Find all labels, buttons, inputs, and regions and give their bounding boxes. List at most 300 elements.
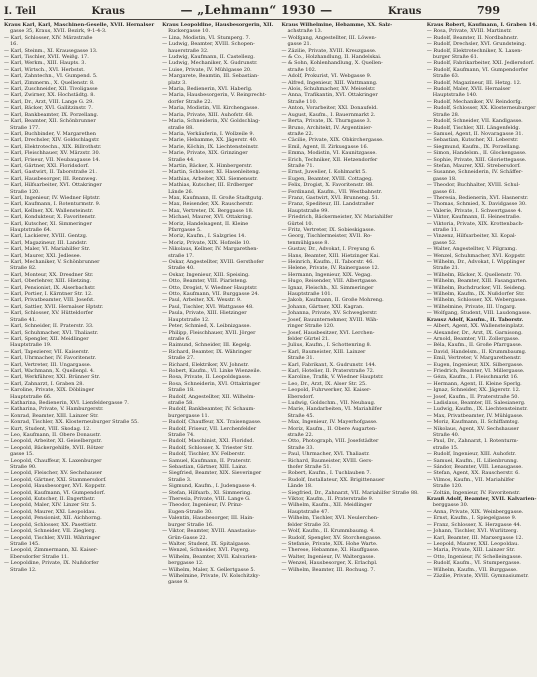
directory-entry: — Emma, Modistin, VI. Kaunitzgasse. (281, 150, 377, 157)
directory-entry: hauerstraße 32. (168, 47, 209, 54)
directory-entry: — Maria, Bedienerin, XVI. Haberlg. (162, 86, 253, 93)
directory-entry: — Samuel, Kaufmann, II. Praterstr. (162, 457, 252, 464)
directory-entry: — Siegmund, Kaufm., IX. Porzellang. (426, 143, 521, 150)
directory-entry: — Rudolf, Beamter, II. Nordbahnstr. (426, 34, 519, 41)
directory-entry: — Josef, Kaufm., II. Praterstraße 50. (426, 393, 520, 400)
directory-entry: — Rudolf, Kaufm., VI. Stumpergasse. (426, 560, 521, 567)
directory-entry: — Karl, Maler, VI. Mariahilfer Str. (4, 246, 91, 253)
directory-entry: — Wilhelm, Schlosser, XX. Webergasse. (426, 297, 527, 304)
directory-entry: — Max, Ingenieur, IV. Mayerhofgasse. (281, 419, 378, 426)
directory-entry: — Ludwig, Kaufmann, II. Castellezg. (162, 54, 255, 61)
directory-entry: — Paul, Uhrmacher, XVI. Thaliastr. (281, 451, 370, 458)
directory-entry: — Konrad, Tischler, XX. Klosterneuburger Straße 55. (4, 419, 139, 426)
directory-entry: Grün-Gasse 22. (168, 534, 208, 541)
directory-entry: — Ferdinand, Kaufm., VII. Westbahnstr. (281, 188, 383, 195)
directory-entry: — Leopold, Pensionist, XII. Aichhorng. (4, 515, 102, 522)
directory-entry: — Richard, Elektriker, XV. Johnstr. (162, 361, 249, 368)
directory-entry: — Karl, Bäcker, XVI. Gallitzinstr. 7. (4, 105, 93, 112)
directory-entry: Straße 3. (168, 476, 192, 483)
directory-entry: — Julius, Kaufm., I. Schottenring 8. (281, 342, 372, 349)
directory-entry: — Rudolf, Maler, XVII. Hernalser (426, 86, 511, 93)
directory-entry: — Emil, Agent, II. Zirkusgasse 16. (281, 143, 369, 150)
directory-entry: — Rudolf, Ingenieur, XIII. Auhofstr. (426, 451, 516, 458)
directory-entry: — August, Kaufm., I. Bauernmarkt 2. (281, 111, 376, 118)
directory-entry: — Ludwig, Mechaniker, X. Gudrunstr. (162, 60, 258, 67)
directory-entry: Hauptstraße 66. (10, 393, 52, 400)
directory-entry: Kraus Leopoldine, Hausbesorgerin, XII. (162, 22, 274, 28)
directory-entry: — Philipp, Fleischhauer, XVII. Jörger (162, 329, 256, 336)
directory-entry: — Franz, Schlosser, X. Herzgasse 44. (426, 521, 522, 528)
directory-entry: — Heinrich, Kaufm., II. Taborstr. 46. (281, 259, 374, 266)
directory-entry: — Wenzel, Hausbesorger, X. Erlachpl. (281, 560, 378, 567)
directory-entry: — Rudolf, Schlosser, X. Triester Str. (162, 444, 253, 451)
directory-entry: — Leopold, Chauffeur, X. Laxenburger (4, 457, 102, 464)
directory-entry: straße 11. (432, 227, 459, 233)
directory-entry: — Karl, Ingenieur, IV. Wiedner Hptstr. (4, 194, 101, 201)
page-number: 799 (477, 4, 500, 17)
directory-entry: — Maria, Schneiderin, XV. Goldschlag- (162, 118, 261, 125)
directory-entry: — Fritz, Vertreter, IX. Sobieskigasse. (281, 227, 376, 233)
directory-entry: — Otto, Kaufmann, VII. Burggasse 24. (162, 291, 260, 298)
directory-entry: burger Straße 61. (432, 54, 479, 61)
directory-entry: felder Straße 33. (287, 521, 331, 528)
directory-entry: — Karl, Beamter, XII. Schönbrunner (4, 118, 96, 125)
directory-entry: — Josef, Bauunternehmer, XVIII. Wäh- (281, 316, 379, 323)
directory-entry: — Karl, Kellner, XX. Wallensteinstr. (4, 207, 94, 214)
directory-entry: — Karl, Tischler, XVII. Weißg. 17. (4, 54, 89, 61)
directory-entry: — Leo, Dr., Arzt, IX. Alser Str. 25. (281, 380, 367, 387)
directory-entry: — Richard, Baumeister, XVIII. Gers- (281, 457, 373, 464)
directory-entry: — Bruno, Architekt, IV. Argentinier- (281, 124, 373, 131)
directory-entry: — Johann, Gärtner, XXI. Kagran. (281, 303, 364, 310)
directory-entry: Straße 120. (432, 483, 463, 490)
directory-entry: — Jakob, Kaufmann, II. Große Mohreng. (281, 297, 384, 304)
directory-entry: — Robert, Kaufm., I. Tuchlauben 7. (281, 470, 372, 477)
directory-entry: — Vinzenz, Hilfsarbeiter, XI. Kopal- (426, 233, 517, 240)
directory-entry: — Stefan, Maurer, XXI. Strebersdorf. (426, 162, 521, 169)
column-4 (427, 22, 537, 675)
directory-entry: — Maria, Private, XIII. Lainzer Str. (426, 547, 516, 554)
directory-entry: — Viktor, Kaufmann, II. Heinestraße. (426, 214, 521, 221)
directory-entry: Krausz Adolf, Kaufm., II. Taborstr. (426, 316, 524, 323)
directory-entry: — Wilhelm, Beamter, III. Rochusg. 7. (281, 566, 376, 573)
directory-entry: — Rudolf, Schlosser, XX. Klosterneuburger (426, 105, 536, 112)
directory-entry: — Ludwig, Beamter, XVIII. Schopen- (162, 41, 255, 48)
directory-entry: — Wolfgang, Angestellter, III. Löwen- (281, 34, 377, 41)
directory-entry: — Rudolf, Friseur, VII. Lerchenfelder (162, 425, 257, 432)
directory-entry: Ebersdorfer Straße 11. (10, 553, 69, 560)
directory-entry: — Karl, Werkführer, XXI. Brünner Str. (4, 374, 101, 381)
directory-entry: — Rudolf, Angestellter, XII. Wilhelm- (162, 393, 256, 400)
directory-entry: — Alois, Schuhmacher, XV. Meiselstr. (281, 86, 376, 93)
directory-entry: — Otto, Beamter, VIII. Piaristeng. (162, 278, 248, 285)
directory-entry: — Johanna, Private, XV. Schweglerstr. (281, 310, 378, 317)
directory-entry: — Karoline, Trafik, V. Wiedner Hauptstr. (281, 374, 384, 381)
directory-entry: — Josef, Hausbesitzer, XVI. Lerchen- (281, 329, 375, 336)
directory-entry: — Stefanie, Private, XIX. Hohe Warte. (281, 540, 378, 547)
directory-entry: — Katharina, Bedienerin, XVI. Lienfeldergasse 7. (4, 399, 129, 406)
directory-entry: — Theresia, Private, VIII. Lange G. (162, 496, 251, 503)
directory-entry: — Hermann, Ingenieur, XIX. Vegag. (281, 271, 372, 278)
directory-entry: — Katharina, Private, V. Hamburgerstr. (4, 406, 104, 413)
directory-entry: — Karl, Fleischhauer, XV. Märzstr. 30. (4, 150, 101, 157)
directory-entry: — Sándor, Beamter, VIII. Lenaugasse. (426, 464, 523, 471)
directory-entry: Gürtel 10. (287, 220, 314, 227)
directory-entry: — Wilhelm, Kaufm., XII. Meidlinger (281, 502, 372, 509)
directory-entry: — Mathias, Kutscher, III. Erdberger (162, 182, 254, 189)
directory-entry: — Max, Kaufmann, II. Große Stadtgutg. (162, 194, 264, 201)
directory-entry: straße 102. (287, 66, 317, 73)
directory-entry: — Albert, Agent, XX. Wallensteinplatz. (426, 323, 525, 330)
directory-entry: — Konrad, Beamter, XIII. Lainzer Str. (4, 412, 99, 419)
directory-entry: — Helene, Private, IV. Rainergasse 12. (281, 265, 380, 272)
directory-entry: — Rosa, Private, II. Leopoldsgasse. (162, 374, 252, 381)
directory-entry: Lände 26. (168, 188, 194, 195)
directory-entry: — Sigmund, Kaufm., I. Judengasse 4. (162, 483, 257, 490)
directory-entry: — Viktor, Kaufm., II. Praterstraße 9. (281, 496, 374, 503)
directory-entry: — Rudolf, Bankbeamter, IV. Schaum- (162, 406, 256, 413)
directory-entry: Straße 74. (168, 432, 195, 438)
directory-entry: — Erich, Techniker, XII. Hetzendorfer (281, 156, 378, 163)
directory-entry: — Michael, Maurer, XVI. Ottakring. (162, 214, 253, 221)
directory-entry: — Karl, Sattler, XVII. Hernalser Hptstr. (4, 303, 104, 310)
directory-entry: ringer Straße 120. (287, 323, 335, 330)
directory-entry: — & Sohn, Kohlenhandlung, X. Quellen- (281, 60, 383, 67)
directory-entry: — Maria, Modistin, VII. Kirchengasse. (162, 105, 259, 112)
directory-entry: — Johann, Tischler, XVI. Wurlitzerg. (426, 528, 519, 535)
directory-entry: — Karl, Zahnarzt, I. Graben 28. (4, 380, 85, 387)
directory-entry: — Susanne, Schneiderin, IV. Schäffer- (426, 169, 523, 176)
directory-entry: Hauptstraße 19. (10, 342, 52, 349)
directory-entry: — Luise, Private, IV. Mühlgasse 20. (162, 66, 252, 73)
directory-entry: — Géza, Kaufm., I. Fleischmarkt 16. (426, 374, 519, 381)
directory-entry: — Karl, Bankbeamter, IX. Porzellang. (4, 111, 99, 118)
directory-entry: — Oskar, Ingenieur, XIII. Speising. (162, 271, 250, 278)
directory-entry: gasse 52. (432, 239, 457, 246)
directory-entry: — Wolf, Kaufm., II. Krummbaumg. 4. (281, 528, 375, 535)
directory-entry: — Rosa, Private, XVIII. Martinstr. (426, 28, 512, 35)
directory-entry: Straße 44. (168, 156, 195, 163)
directory-entry: straße 6. (168, 335, 191, 342)
directory-entry: — Leopold, Bäckergehilfe, XVII. Rötzer (4, 444, 104, 451)
directory-entry: straße 17. (168, 252, 194, 259)
section-label: I. Teil (4, 6, 36, 17)
directory-entry: — Alexander, Dr., Arzt, IX. Garnisong. (426, 329, 523, 336)
directory-entry: — Cäcilie, Private, XIX. Obkirchergasse. (281, 137, 384, 144)
directory-entry: Hauptstraße 140. (432, 92, 478, 99)
directory-entry: — Valerie, Private, I. Schwertgasse 4. (426, 207, 523, 214)
directory-entry: — Marie, Köchin, IX. Liechtensteinstr. (162, 143, 259, 150)
directory-entry: Hauptstraße 101. (287, 291, 333, 298)
directory-entry: — Karl, Schuhmacher, XVI. Thaliastr. (4, 329, 99, 336)
directory-entry: — Friedrich, Bäckermeister, XV. Mariahilfer (281, 214, 393, 221)
directory-entry: — Martin, Schlosser, XI. Hasenleiteng. (162, 169, 261, 176)
directory-entry: — Karl, Werkm., XIII. Haupts. 3. (4, 60, 87, 67)
directory-entry: Hauptstraße 12. (168, 316, 210, 323)
directory-entry: — Wilhelm, Kaufm., IX. Nußdorfer Str. (426, 291, 525, 298)
directory-entry: Straße 40. (168, 265, 195, 272)
directory-entry: — Moriz, Kaufmann, II. Schiffamtsg. (426, 419, 520, 426)
directory-entry: gasse 9. (168, 579, 189, 586)
directory-entry: Straße 31. (287, 355, 315, 362)
directory-entry: — Karl, Lackierer, XVIII. Gentzg. (4, 233, 88, 240)
directory-entry: gasse 21. (287, 41, 312, 48)
directory-entry: Straße 40. (432, 432, 460, 438)
directory-entry: — Karl, Monteur, XX. Dresdner Str. (4, 271, 94, 278)
directory-entry: Straße 120. (10, 188, 40, 195)
directory-entry: — Lina, Modistin, VI. Stumperg. 7. (162, 34, 251, 41)
directory-entry: — Otto, Photograph, VIII. Josefstädter (281, 438, 379, 445)
directory-entry: — Adolf, Prokurist, VI. Webgasse 9. (281, 73, 372, 80)
directory-entry: Hauptstraße 64. (10, 227, 52, 233)
directory-entry: — Zäzilie, Private, XVIII. Kreuzgasse. (281, 47, 377, 54)
directory-entry: — Eugen, Beamter, XVIII. Cottageg. (281, 175, 373, 182)
directory-entry: straße 88. (168, 124, 194, 131)
directory-entry: — Karl, Portier, I. Kärntner Str. 12. (4, 291, 93, 298)
directory-entry: — Paul, Tischler, XVI. Wattgasse 48. (162, 303, 254, 310)
directory-entry: — Wenzel, Schneider, XVI. Payerg. (162, 547, 250, 554)
directory-entry: — Moriz, Kaufm., I. Salzgries 14. (162, 233, 246, 240)
directory-entry: — Karl, Dr., Arzt, VIII. Lange G. 29. (4, 98, 94, 105)
directory-entry: — Leopold, Maurer, XXI. Leopoldau. (426, 540, 519, 547)
directory-entry: — Wenzel, Schuhmacher, XVI. Koppstr. (426, 252, 526, 259)
directory-entry: — Hugo, Reisender, VIII. Albertgasse. (281, 278, 378, 285)
directory-entry: — Nikolaus, Agent, XV. Sechshauser (426, 425, 519, 432)
directory-entry: — Emil, Vertreter, V. Margarethenstr. (426, 355, 522, 362)
directory-entry: — Marie, Hebamme, XX. Jägerstr. 40. (162, 137, 258, 144)
directory-entry: — Max, Privatbeamter, IV. Mühlgasse. (426, 412, 524, 419)
directory-entry: — Wilhelm, Tischler, XVI. Neulerchen- (281, 515, 379, 522)
directory-entry: Kraus Robert, Kaufmann, I. Graben 14. (426, 22, 537, 28)
directory-entry: — Ignaz, Schneider, XX. Jägerstr. 12. (426, 387, 521, 394)
directory-entry: — Karl, Kutscher, XI. Simmeringer (4, 220, 92, 227)
directory-entry: — Karl, Zwirner, XX. Hochstädtg. 8. (4, 92, 96, 99)
directory-entry: — Mathias, Arbeiter, XXI. Siemensstr. (162, 175, 258, 182)
directory-entry: — Franz, Gastwirt, XVI. Brunneng. 51. (281, 194, 380, 201)
directory-entry: — Kurt, Student, VIII. Skodag. 12. (4, 425, 91, 432)
directory-entry: Straße 110. (287, 98, 318, 105)
directory-entry: — Karl, Gastwirt, II. Taborstraße 21. (4, 169, 97, 176)
directory-entry: — Karl, Maurer, XXI. Jedlesee. (4, 252, 82, 259)
directory-entry: Straße 177. (10, 124, 40, 131)
directory-entry: thofer Straße 51. (287, 464, 332, 471)
directory-entry: — Rudolf, Drechsler, XVI. Grundsteing. (426, 41, 527, 48)
directory-entry: — Rudolf, Maschinist, XXI. Floridsd. (162, 438, 255, 445)
directory-entry: — Paula, Private, XIII. Hietzinger (162, 310, 247, 317)
directory-entry: — Paul, Arbeiter, XX. Wexstr. 9. (162, 297, 242, 304)
directory-entry: — Raimund, Schneider, III. Kegelg. (162, 342, 252, 349)
directory-entry: — Ignaz, Fleischh., XI. Simmeringer (281, 284, 374, 291)
directory-entry: — Wilhelmine, Private, IV. Kolschitzky- (162, 572, 261, 579)
directory-entry: — Moriz, Kaufm., II. Obere Augarten- (281, 425, 377, 432)
directory-entry: Straße 41. (10, 316, 37, 323)
directory-entry: — Martin, Bäcker, X. Himbergerstr. (162, 162, 253, 169)
directory-entry: — Viktoria, Private, XIX. Krottenbach- (426, 220, 524, 227)
directory-entry: — Walter, Ingenieur, IV. Waltergasse. (281, 553, 376, 560)
directory-entry: Hauptstraße 99. (287, 207, 330, 214)
directory-entry: — Sophie, Private, XIII. Gloriettegasse. (426, 156, 527, 163)
directory-entry: — Paul, Dr., Zahnarzt, I. Rotenturm- (426, 438, 519, 445)
directory-entry: — Anna, Private, XIX. Weinberggasse. (426, 508, 524, 515)
directory-entry: — & Co., Holzhandlung, II. Handelskai. (281, 54, 382, 61)
directory-entry: — Georg, Tischlermeister, XVII. Ro- (281, 233, 372, 240)
directory-entry: — Simon, Handelsm., II. Glockengasse. (426, 150, 527, 157)
directory-entry: gasse 15. (10, 451, 34, 458)
directory-entry: Straße 21. (432, 265, 460, 272)
directory-entry: Lände 18. (287, 483, 313, 490)
directory-entry: — Leopold, Maler, XIV. Linzer Str. 5. (4, 502, 97, 509)
directory-entry: — Thomas, Schmied, X. Davidgasse 30. (426, 201, 527, 208)
directory-entry: — Wilhelmine, Private, III. Ungarg. (426, 303, 517, 310)
directory-entry: — Karl, Beamter, III. Marxergasse 12. (426, 534, 524, 541)
directory-entry: — Karl, Schlosser, XIV. Märzstraße (4, 34, 93, 41)
directory-entry: dorfer Straße 22. (168, 98, 213, 105)
directory-entry: — Otto, Drogist, V. Wiedner Hauptstr. (162, 284, 258, 291)
directory-entry: — Karl, Spengler, XII. Meidlinger (4, 335, 89, 342)
directory-entry: — Karl, Buchbinder, V. Margarethen (4, 130, 96, 137)
directory-entry: — Gustav, Dr., Advokat, I. Freyung 6. (281, 246, 376, 253)
directory-entry: — Theodor, Ingenieur, IV. Prinz- (162, 502, 243, 509)
directory-entry: — Karl, Drechsler, XIV. Goldschlagstr. (4, 137, 100, 144)
directory-entry: — Moriz, Private, XIX. Hofzeile 10. (162, 239, 251, 246)
directory-entry: — Samuel, Kaufm., II. Lilienbrunng. (426, 457, 519, 464)
directory-entry: — Ludwig, Kaufm., IX. Liechtensteinstr. (426, 406, 528, 413)
directory-entry: — Karl, Fabrikant, X. Gudrunstr. 144. (281, 361, 377, 368)
directory-entry: — Karl, Gärtner, XXI. Floridsdorf. (4, 162, 90, 169)
directory-entry: — Marie, Handarbeiten, VI. Mariahilfer (281, 406, 382, 413)
directory-entry: — Karl, Zimmerm., X. Quellenstr. 8. (4, 79, 95, 86)
directory-entry: — Rudolf, Installateur, XX. Brigittenauer (281, 476, 385, 483)
directory-entry: Eugen-Straße 30. (168, 508, 213, 515)
directory-entry: Straße 12. (10, 566, 37, 573)
directory-entry: — Oskar, Angestellter, XVIII. Gersthofer (162, 259, 264, 266)
directory-entry: — Rudolf, Magazineur, III. Hetzg. 12. (426, 79, 522, 86)
directory-entry: straße 15. (432, 444, 459, 451)
directory-entry: — Otto, Ingenieur, IV. Schelleingasse. (426, 553, 523, 560)
directory-entry: — Karl, Hausbesorger, III. Rennweg. (4, 175, 98, 182)
directory-entry: tenmühlgasse 8. (287, 239, 330, 246)
directory-entry: — Eugen, Ingenieur, XIX. Silbergasse. (426, 361, 524, 368)
directory-entry: — Karl, Oberlehrer, XIII. Hietzing. (4, 278, 92, 285)
directory-entry: Krauß Adolf, Beamter, XVII. Kalvarien- (426, 496, 537, 503)
running-header (4, 3, 500, 20)
directory-entry: — Richard, Beamter, IX. Währinger (162, 348, 252, 355)
directory-entry: Ruckergasse 10. (168, 28, 211, 35)
directory-entry: — Valentin, Hausbesorger, III. Hain- (162, 515, 254, 522)
directory-entry: — Leopold, Arbeiter, XI. Geiselbergstr. (4, 438, 102, 445)
directory-entry: — Alfred, Ingenieur, XIII. Wattmanng. (281, 79, 378, 86)
directory-entry: Straße 18. (168, 387, 195, 394)
directory-entry: straße 22. (287, 130, 314, 137)
directory-entry: — Ladislaus, Beamter, III. Salesianerg. (426, 399, 526, 406)
directory-entry: — Felix, Drogist, X. Favoritenstr. 88. (281, 182, 374, 189)
directory-entry: — Rudolf, Mechaniker, XV. Reindorfg. (426, 98, 523, 105)
directory-entry: — Maria, Hausbesorgerin, V. Reinprecht- (162, 92, 267, 99)
directory-entry: — Karl, Pensionist, IX. Alserbachstr. (4, 284, 96, 291)
directory-entry: Straße 45. (287, 412, 315, 419)
directory-entry: achstraße 13. (287, 28, 323, 35)
directory-entry: — Leopold, Tischler, XVIII. Währinger (4, 534, 101, 541)
directory-entry: — Hans, Beamter, XIII. Hietzinger Kai. (281, 252, 380, 259)
directory-entry: berggasse 12. (168, 560, 204, 567)
directory-entry: gasse 18. (432, 175, 457, 182)
directory-entry: — Karl, Zahntechn., VI. Gumpend. 5. (4, 73, 98, 80)
directory-entry: — Ernst, Juwelier, I. Kohlmarkt 5. (281, 169, 367, 176)
directory-entry: — Rudolf, Tischler, XV. Felberstr. (162, 451, 246, 458)
directory-entry: — Franz, Spediteur, III. Landstraßer (281, 201, 374, 208)
directory-entry: Kraus Wilhelmine, Hebamme, XX. Salz- (281, 22, 393, 28)
directory-entry: Ebersdorf. (287, 393, 315, 400)
directory-entry: — Wilhelm, Beamter, XVII. Kalvarien- (162, 553, 258, 560)
directory-entry: — Siegfried, Beamter, XIX. Sieveringer (162, 470, 262, 477)
directory-entry: — Peter, Schmied, X. Leibnizgasse. (162, 323, 252, 330)
directory-entry: — Ernst, Kaufm., I. Spiegelgasse 9. (426, 515, 517, 522)
directory-entry: — Leopold, Maurer, XXI. Leopoldau. (4, 508, 97, 515)
directory-entry: — Karl, Hotelier, II. Praterstraße 72. (281, 367, 375, 374)
directory-entry: — Karl, Schneider, II. Praterstr. 33. (4, 323, 94, 330)
directory-entry: — Karoline, Private, XIX. Döblinger (4, 387, 95, 394)
directory-entry: Straße 63. (432, 73, 460, 80)
directory-entry: — Leopold, Zimmermann, XI. Kaiser- (4, 547, 98, 554)
directory-entry: — Karl, Kaufmann, I. Rotenturmstr. 9. (4, 201, 101, 208)
directory-entry: — Leopold, Fleischer, XV. Sechshauser (4, 470, 103, 477)
directory-entry: — Walter, Angestellter, V. Pilgramg. (426, 246, 517, 253)
directory-entry: Pfarrgasse 5. (168, 227, 202, 233)
left-name-heading: Kraus (91, 6, 125, 17)
directory-entry: — Leopold, Schneider, VII. Zieglerg. (4, 528, 97, 535)
directory-entry: — Karl, Mechaniker, V. Schönbrunner (4, 259, 100, 266)
directory-entry: — Leopold, Gärtner, XXI. Stammersdorf. (4, 476, 107, 483)
entry-columns (4, 22, 537, 675)
directory-entry: — Wilhelm, Dr., Advokat, I. Wipplinger (426, 259, 525, 266)
directory-entry: — Rudolf, Schneider, VII. Kandlgasse. (426, 118, 523, 125)
directory-entry: — Maria, Verkäuferin, I. Wollzeile 9. (162, 130, 255, 137)
directory-entry: — Sebastian, Gärtner, XIII. Lainz. (162, 464, 248, 471)
directory-entry: — Karl, Friseur, VII. Neubaugasse 14. (4, 156, 101, 163)
directory-entry: — Rudolf, Chauffeur, XX. Traisengasse. (162, 419, 262, 426)
directory-entry: — Stefan, Hilfsarb., XI. Simmering. (162, 489, 252, 496)
directory-entry: — Rudolf, Spengler, XV. Storchengasse. (281, 534, 382, 541)
directory-entry: — Wilhelm, Maler, X. Gellertgasse 5. (162, 566, 256, 573)
directory-entry: — Béla, Kaufm., II. Große Pfarrgasse. (426, 342, 523, 349)
directory-entry: — Rosa, Schneiderin, XVI. Ottakringer (162, 380, 261, 387)
directory-entry: — Theresia, Bedienerin, XVI. Hasnerstr. (426, 194, 529, 201)
directory-entry: Kraus Karl, Karl, Maschinen-Geselle, XVII. Hernalser (4, 22, 155, 28)
directory-entry: — Vilmos, Kaufm., VII. Mariahilfer (426, 476, 515, 483)
directory-entry: — Karl, Kondukteur, X. Favoritenstr. (4, 214, 96, 221)
directory-entry: Straße 82. (10, 265, 37, 272)
directory-entry: — Ludwig, Goldschm., VII. Neubaug. (281, 399, 376, 406)
directory-entry: — Siegfried, Dr., Zahnarzt, VII. Mariahilfer Straße 88. (281, 489, 419, 496)
directory-entry: Straße 27. (168, 355, 195, 362)
directory-entry: — Wilhelm, Beamter, XIII. Fasangarten. (426, 278, 528, 285)
column-2 (162, 22, 273, 675)
directory-entry: — Therese, Hebamme, XI. Hauffgasse. (281, 547, 380, 554)
directory-entry: — Wolfgang, Student, VIII. Laudongasse. (426, 310, 532, 317)
directory-entry: burger Straße 16. (168, 521, 214, 528)
directory-entry: — Viktor, Beamter, XVIII. Anastasius- (162, 528, 257, 535)
directory-entry: — Berta, Private, IX. Thurngasse 3. (281, 118, 372, 125)
directory-entry: — Karl, Steinm., XI. Krausegasse 13. (4, 47, 98, 54)
publication-title: — „Lehmann“ 1930 — (180, 3, 333, 17)
directory-entry: — Karl, Uhrmacher, IV. Favoritenstr. (4, 355, 97, 362)
directory-entry: — Margarete, Beamtin, III. Sebastian- (162, 73, 259, 80)
directory-entry: gasse 35, Kraus, XVII. Bezirk, 9-1-4-3. (10, 28, 107, 35)
directory-entry: — Karl, Magazineur, III. Landstr. (4, 239, 88, 246)
directory-entry: Straße 33. (287, 444, 315, 451)
directory-entry: — Rudolf, Elektrotechniker, X. Laxen- (426, 47, 523, 54)
directory-entry: — Wilhelm, Kaufm., VII. Burggasse. (426, 566, 518, 573)
